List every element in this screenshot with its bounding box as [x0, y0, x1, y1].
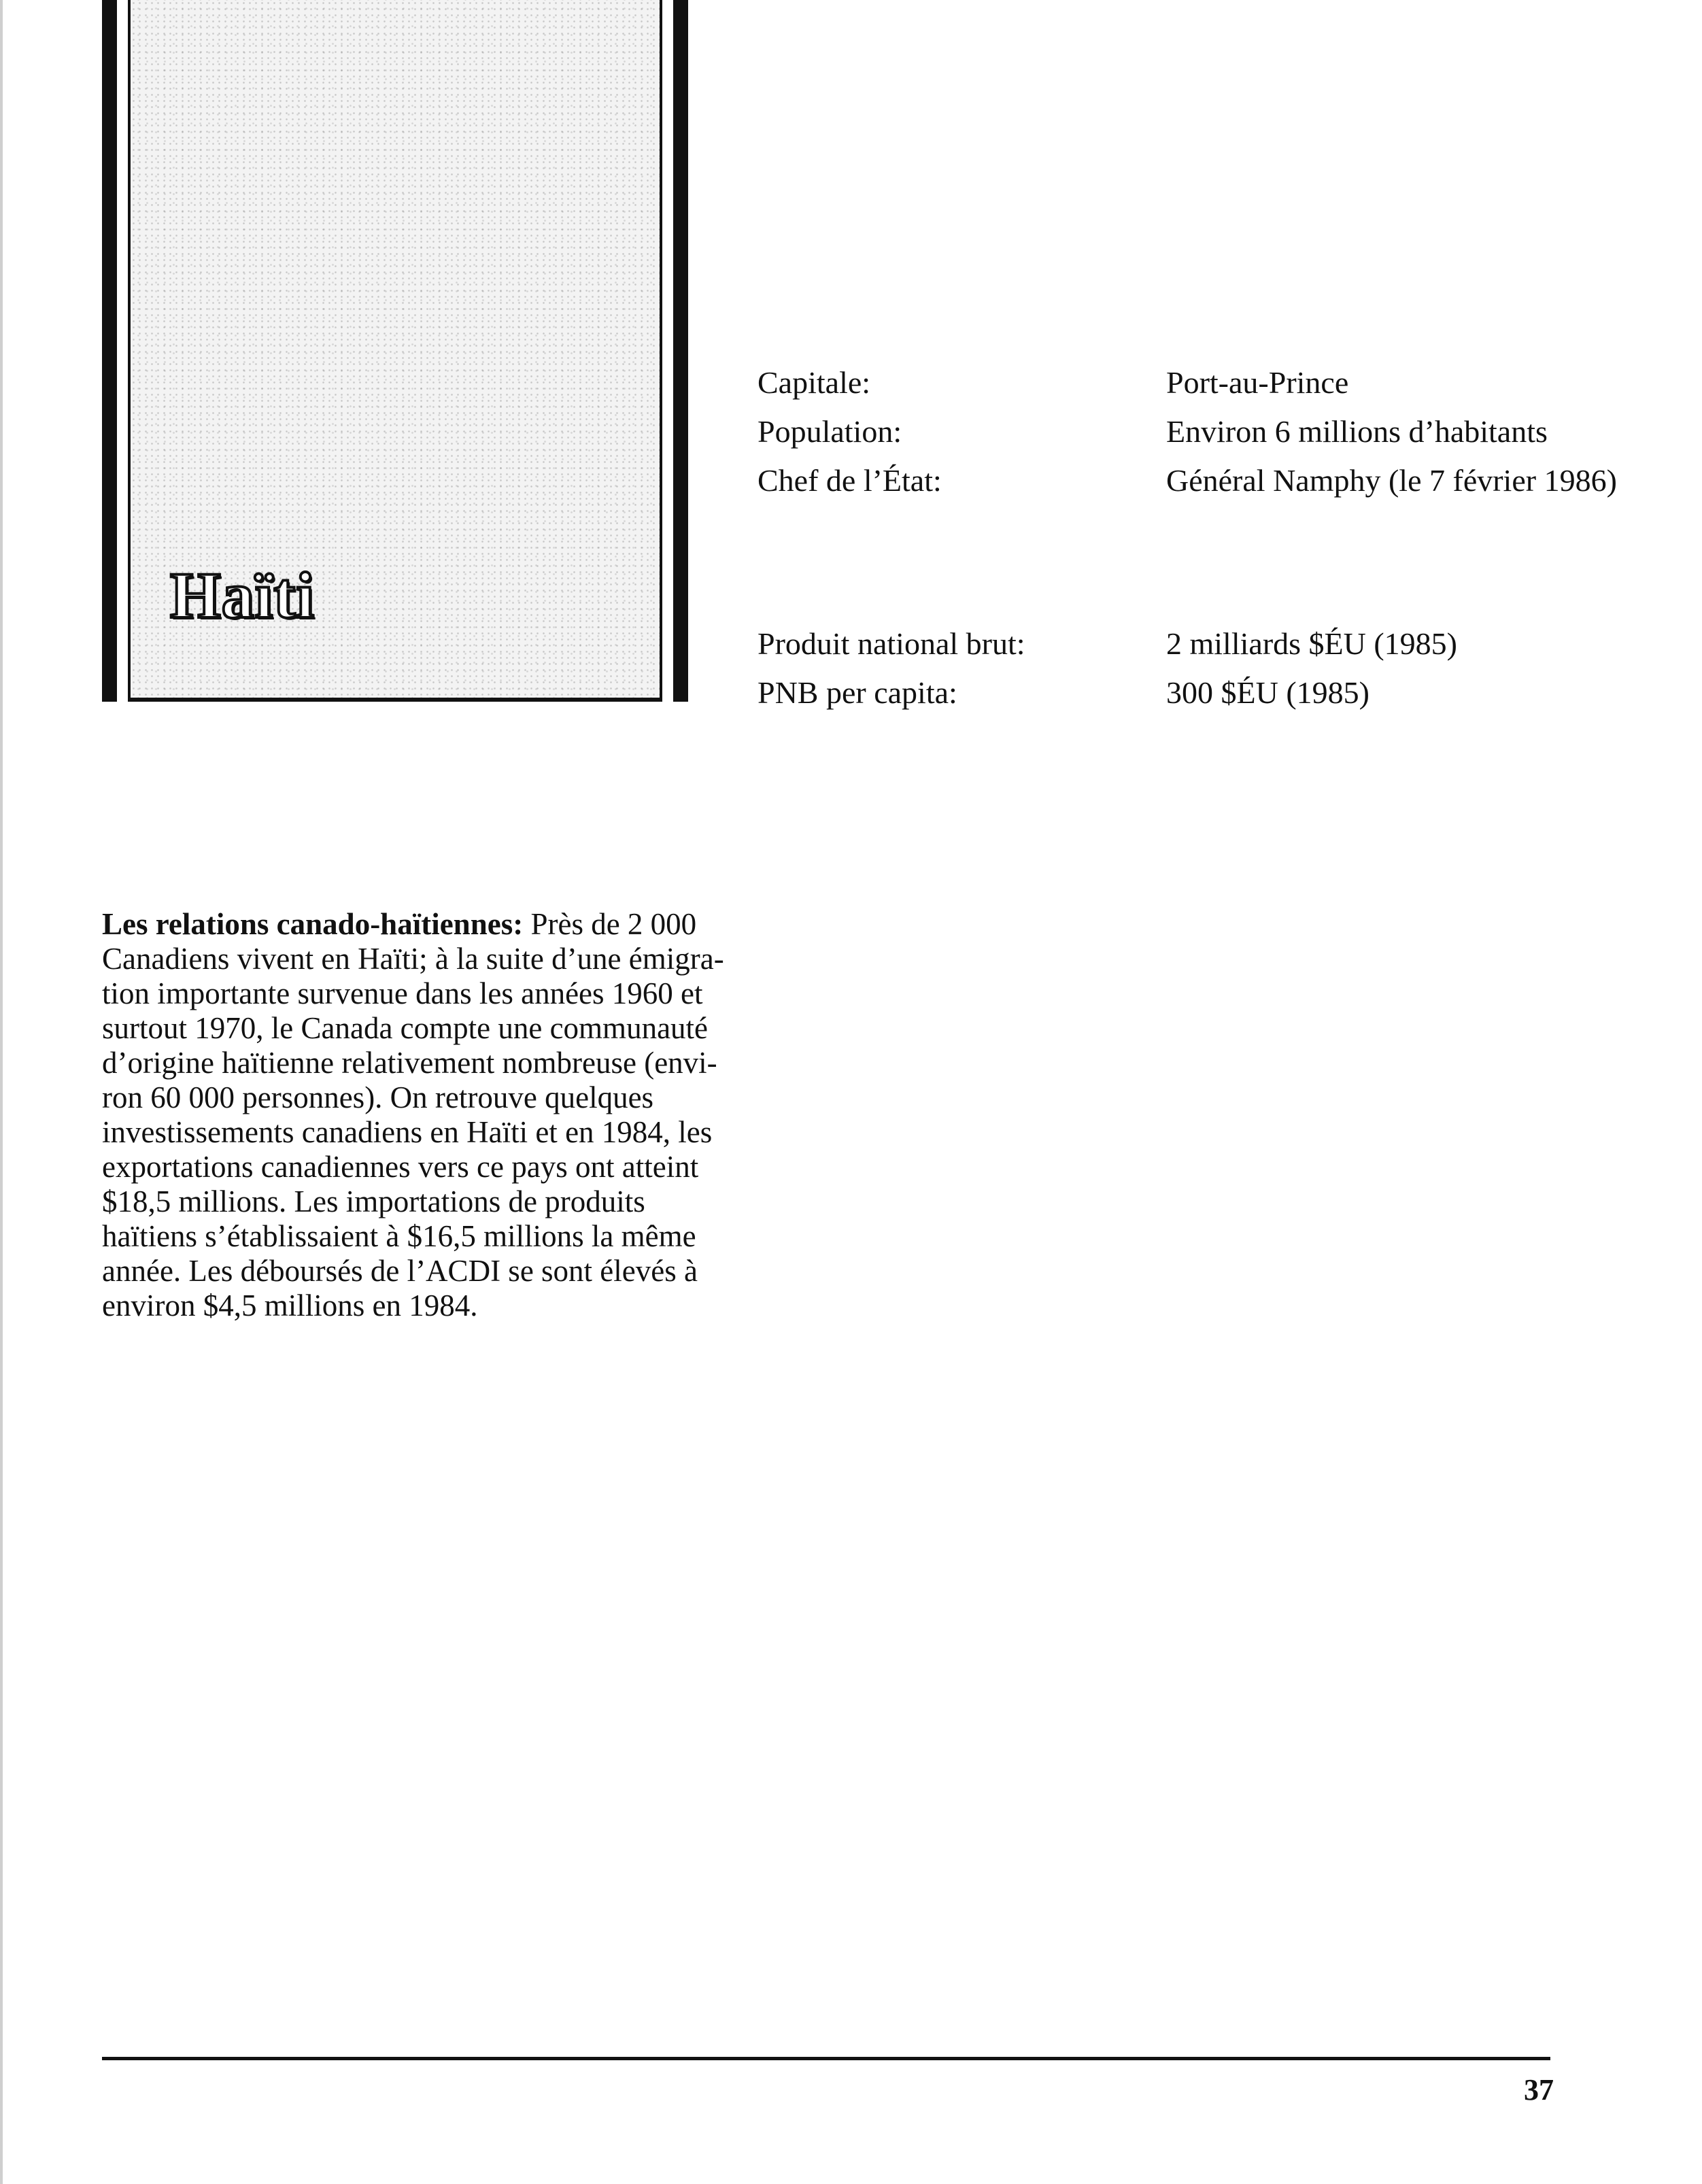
fact-value-capital: Port-au-Prince	[1166, 365, 1349, 400]
footer-rule	[102, 2057, 1550, 2060]
country-panel	[102, 0, 688, 702]
relations-line: Canadiens vivent en Haïti; à la suite d’une émigra-	[102, 942, 724, 976]
relations-line: exportations canadiennes vers ce pays ont atteint	[102, 1150, 699, 1184]
relations-heading: Les relations canado-haïtiennes:	[102, 907, 524, 941]
stippled-panel-inner	[128, 0, 662, 702]
relations-line: haïtiens s’établissaient à $16,5 millions la même	[102, 1219, 696, 1253]
fact-label-head-of-state: Chef de l’État:	[758, 463, 942, 498]
relations-line: année. Les déboursés de l’ACDI se sont élevés à	[102, 1254, 698, 1288]
relations-paragraph	[102, 907, 782, 1323]
page-number: 37	[1524, 2073, 1554, 2106]
relations-line: $18,5 millions. Les importations de produits	[102, 1184, 645, 1218]
fact-value-gnp-per-capita: 300 $ÉU (1985)	[1166, 675, 1369, 710]
relations-line: investissements canadiens en Haïti et en 1984, les	[102, 1115, 713, 1149]
fact-label-gnp-per-capita: PNB per capita:	[758, 675, 957, 710]
relations-line: environ $4,5 millions en 1984.	[102, 1289, 478, 1323]
country-title: Haïti	[170, 559, 315, 632]
fact-value-gnp: 2 milliards $ÉU (1985)	[1166, 626, 1457, 661]
fact-value-head-of-state: Général Namphy (le 7 février 1986)	[1166, 463, 1617, 498]
relations-line: tion importante survenue dans les années 1960 et	[102, 976, 703, 1010]
relations-line: d’origine haïtienne relativement nombreuse (envi-	[102, 1046, 717, 1080]
fact-label-gnp: Produit national brut:	[758, 626, 1025, 661]
relations-text: Près de 2 000	[523, 907, 697, 941]
fact-label-population: Population:	[758, 414, 902, 449]
binding-edge	[0, 0, 3, 2184]
fact-label-capital: Capitale:	[758, 365, 871, 400]
relations-line	[102, 907, 782, 942]
relations-line: ron 60 000 personnes). On retrouve quelques	[102, 1080, 654, 1114]
fact-value-population: Environ 6 millions d’habitants	[1166, 414, 1548, 449]
relations-line: surtout 1970, le Canada compte une communauté	[102, 1011, 709, 1045]
